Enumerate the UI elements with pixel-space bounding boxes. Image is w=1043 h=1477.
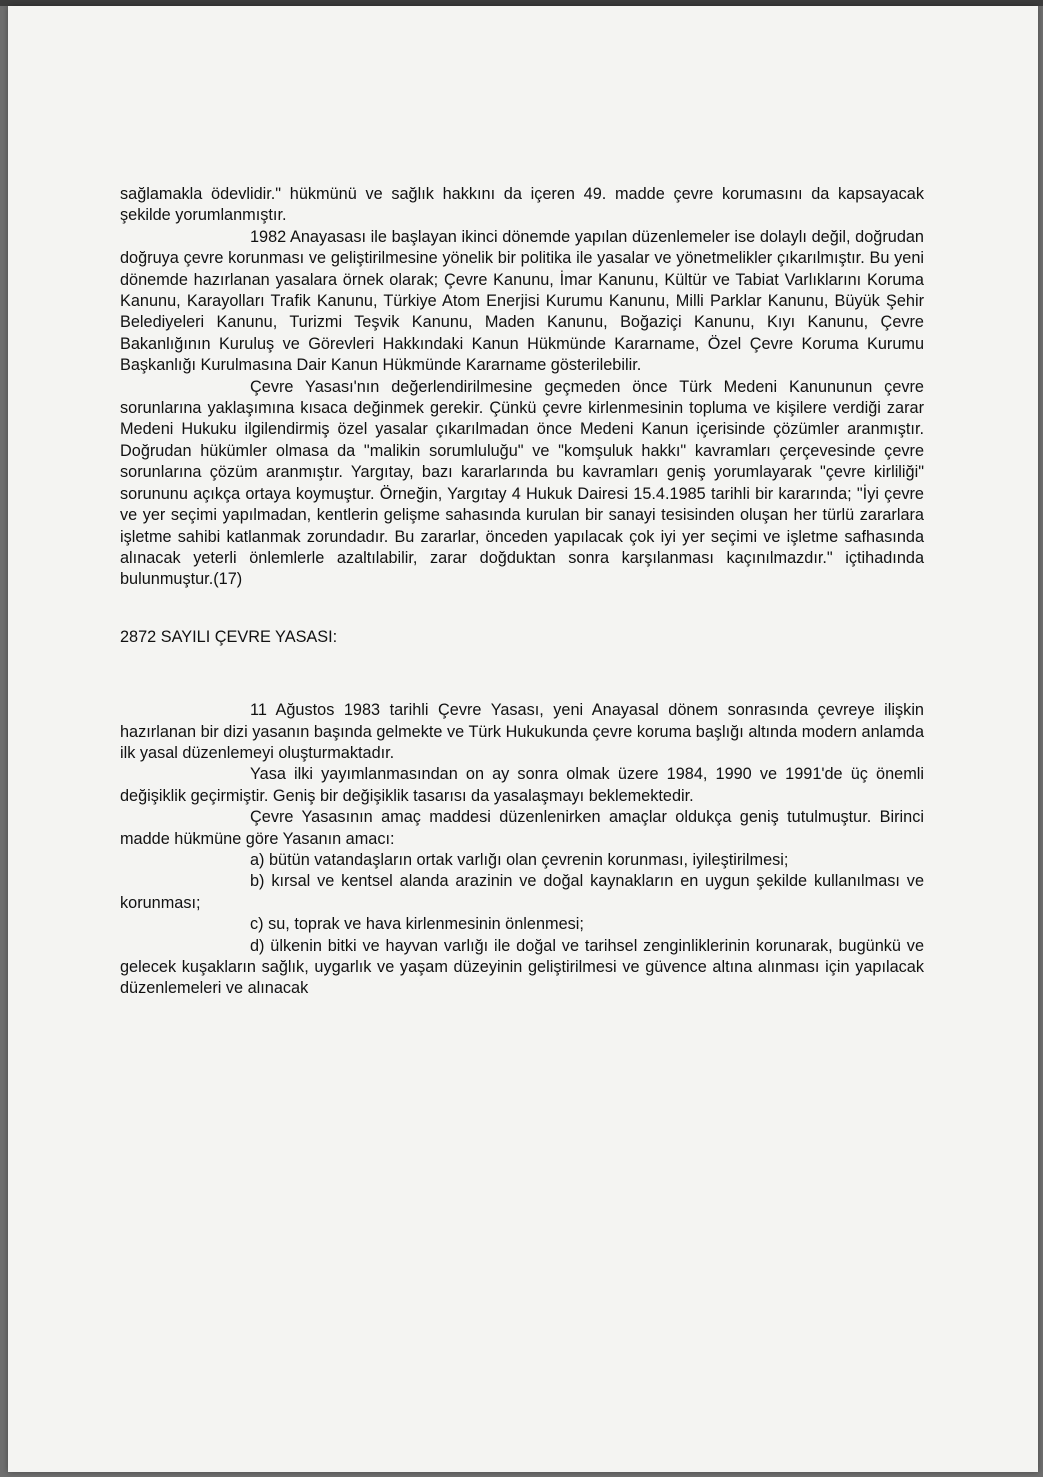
list-item-c: c) su, toprak ve hava kirlenmesinin önlenmesi; bbox=[250, 915, 584, 934]
list-item-d: d) ülkenin bitki ve hayvan varlığı ile doğal ve tarihsel zenginliklerinin korunarak, bugünkü ve gelecek kuşakların sağlık, uygarlık ve yaşam düzeyinin geliştirilmesi ve güvence altına alınması için yapılacak düzenlemeleri ve alınacak bbox=[120, 936, 924, 998]
paragraph-environment-law-intro: 11 Ağustos 1983 tarihli Çevre Yasası, yeni Anayasal dönem sonrasında çevreye ilişkin hazırlanan bir dizi yasanın başında gelmekte ve Türk Hukukunda çevre koruma başlığı altında modern anlamda ilk yasal düzenlemeyi oluşturmaktadır. bbox=[120, 701, 924, 762]
heading-spacer bbox=[120, 648, 924, 700]
paragraph-1982-constitution: 1982 Anayasası ile başlayan ikinci dönemde yapılan düzenlemeler ise dolaylı değil, doğrudan doğruya çevre korunması ve geliştirilmesine yönelik bir politika ile yasalar ve yönetmelikler çıkarılmıştır. Bu yeni dönemde hazırlanan yasalara örnek olarak; Çevre Kanunu, İmar Kanunu, Kültür ve Tabiat Varlıklarını Koruma Kanunu, Karayolları Trafik Kanunu, Türkiye Atom Enerjisi Kurumu Kanunu, Milli Parklar Kanunu, Büyük Şehir Belediyeleri Kanunu, Turizmi Teşvik Kanunu, Maden Kanunu, Boğaziçi Kanunu, Kıyı Kanunu, Çevre Bakanlığının Kuruluş ve Görevleri Hakkındaki Kanun Hükmünde Kararname, Özel Çevre Koruma Kurumu Başkanlığı Kurulmasına Dair Kanun Hükmünde Kararname gösterilebilir. bbox=[120, 227, 924, 375]
document-page bbox=[8, 6, 1038, 1472]
paragraph-continuation: sağlamakla ödevlidir." hükmünü ve sağlık hakkını da içeren 49. madde çevre korumasını da kapsayacak şekilde yorumlanmıştır. bbox=[120, 185, 924, 225]
list-item-a: a) bütün vatandaşların ortak varlığı olan çevrenin korunması, iyileştirilmesi; bbox=[250, 850, 789, 869]
paragraph-purpose: Çevre Yasasının amaç maddesi düzenlenirken amaçlar oldukça geniş tutulmuştur. Birinci madde hükmüne göre Yasanın amacı: bbox=[120, 808, 924, 848]
paragraph-civil-code: Çevre Yasası'nın değerlendirilmesine geçmeden önce Türk Medeni Kanununun çevre sorunlarına yaklaşımına kısaca değinmek gerekir. Çünkü çevre kirlenmesinin topluma ve kişilere verdiği zarar Medeni Hukuku ilgilendirmiş özel yasalar çıkarılmadan önce Medeni Kanun içerisinde çözümler aranmıştır. Doğrudan hükümler olmasa da "malikin sorumluluğu" ve "komşuluk hakkı" kavramları çerçevesinde çevre sorunlarına çözüm aranmıştır. Yargıtay, bazı kararlarında bu kavramları geniş yorumlayarak "çevre kirliliği" sorununu açıkça ortaya koymuştur. Örneğin, Yargıtay 4 Hukuk Dairesi 15.4.1985 tarihli bir kararında; "İyi çevre ve yer seçimi yapılmadan, kentlerin gelişme sahasında kurulan bir sanayi tesisinden oluşan her türlü zararlara işletme sahibi katlanmak zorundadır. Bu zararlar, önceden yapılacak çok iyi yer seçimi ve işletme safhasında alınacak yeterli önlemlerle azaltılabilir, zarar doğduktan sonra karşılanması kaçınılmazdır." içtihadında bulunmuştur.(17) bbox=[120, 377, 924, 589]
list-item-b: b) kırsal ve kentsel alanda arazinin ve doğal kaynakların en uygun şekilde kullanılması ve korunması; bbox=[120, 872, 924, 912]
document-body bbox=[120, 184, 924, 1000]
paragraph-amendments: Yasa ilki yayımlanmasından on ay sonra olmak üzere 1984, 1990 ve 1991'de üç önemli değişiklik geçirmiştir. Geniş bir değişiklik tasarısı da yasalaşmayı beklemektedir. bbox=[120, 765, 924, 805]
section-heading: 2872 SAYILI ÇEVRE YASASI: bbox=[120, 627, 338, 646]
